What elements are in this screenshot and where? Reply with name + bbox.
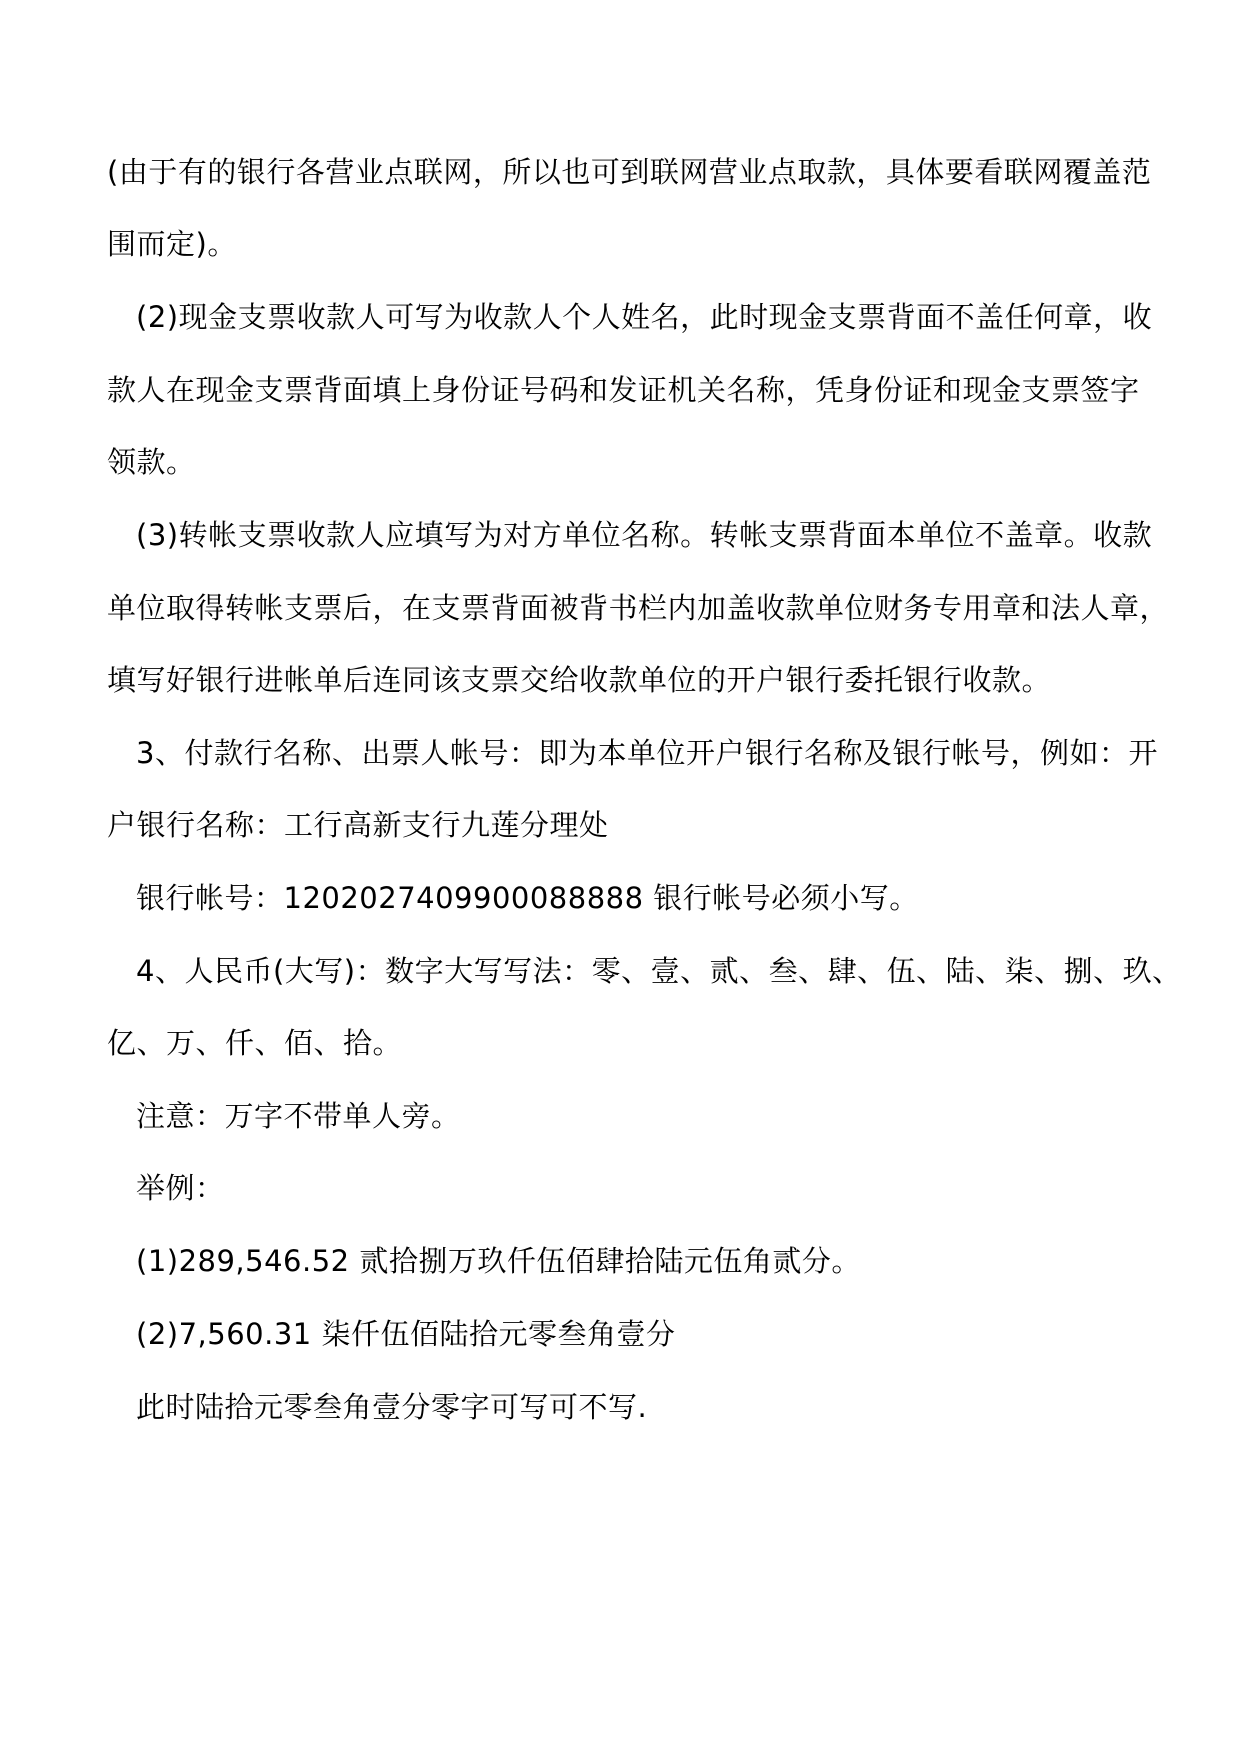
text-line: 户银行名称：工行高新支行九莲分理处 — [107, 808, 609, 842]
text-line: (2)7,560.31 柒仟伍佰陆拾元零叁角壹分 — [136, 1317, 676, 1351]
text-line: (1)289,546.52 贰拾捌万玖仟伍佰肆拾陆元伍角贰分。 — [136, 1244, 861, 1278]
text-line: 款人在现金支票背面填上身份证号码和发证机关名称，凭身份证和现金支票签字 — [107, 373, 1140, 407]
text-line: (由于有的银行各营业点联网，所以也可到联网营业点取款，具体要看联网覆盖范 — [107, 155, 1152, 189]
text-line: 举例： — [136, 1171, 225, 1205]
text-line: 注意：万字不带单人旁。 — [136, 1099, 461, 1133]
text-line: (2)现金支票收款人可写为收款人个人姓名，此时现金支票背面不盖任何章，收 — [136, 300, 1153, 334]
text-line: 亿、万、仟、佰、拾。 — [107, 1026, 403, 1060]
text-line: (3)转帐支票收款人应填写为对方单位名称。转帐支票背面本单位不盖章。收款 — [136, 518, 1153, 552]
text-line: 3、付款行名称、出票人帐号：即为本单位开户银行名称及银行帐号，例如：开 — [136, 736, 1158, 770]
text-line: 围而定)。 — [107, 227, 237, 261]
text-line: 填写好银行进帐单后连同该支票交给收款单位的开户银行委托银行收款。 — [107, 663, 1052, 697]
text-line: 此时陆拾元零叁角壹分零字可写可不写. — [136, 1390, 648, 1424]
text-line: 领款。 — [107, 445, 196, 479]
text-line: 银行帐号：1202027409900088888 银行帐号必须小写。 — [136, 881, 919, 915]
text-line: 单位取得转帐支票后，在支票背面被背书栏内加盖收款单位财务专用章和法人章， — [107, 591, 1170, 625]
text-line: 4、人民币(大写)：数字大写写法：零、壹、贰、叁、肆、伍、陆、柒、捌、玖、 — [136, 954, 1182, 988]
